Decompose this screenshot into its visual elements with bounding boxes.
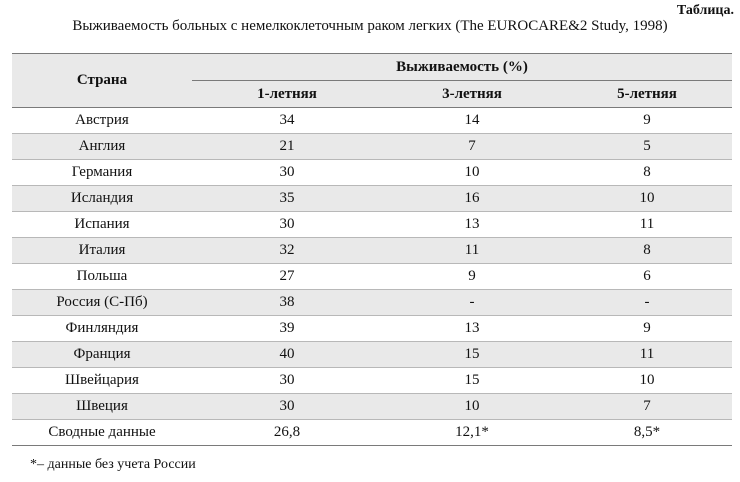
table-row [12, 342, 732, 368]
survival-1-year-cell: 39 [192, 316, 382, 342]
table-row [12, 264, 732, 290]
survival-1-year-cell: 34 [192, 108, 382, 134]
country-cell: Сводные данные [12, 420, 192, 446]
survival-1-year-cell: 30 [192, 368, 382, 394]
country-header: Страна [12, 54, 192, 108]
survival-table [12, 53, 732, 446]
survival-group-header: Выживаемость (%) [192, 54, 732, 81]
country-cell: Польша [12, 264, 192, 290]
survival-5-year-cell: 5 [562, 134, 732, 160]
table-row [12, 420, 732, 446]
col-header-5-year: 5-летняя [562, 81, 732, 108]
survival-3-year-cell: 14 [382, 108, 562, 134]
country-cell: Германия [12, 160, 192, 186]
survival-3-year-cell: 10 [382, 160, 562, 186]
country-cell: Швейцария [12, 368, 192, 394]
table-row [12, 186, 732, 212]
survival-1-year-cell: 26,8 [192, 420, 382, 446]
survival-3-year-cell: 16 [382, 186, 562, 212]
table-row [12, 160, 732, 186]
table-row [12, 394, 732, 420]
survival-3-year-cell: 13 [382, 212, 562, 238]
survival-5-year-cell: 10 [562, 368, 732, 394]
survival-1-year-cell: 27 [192, 264, 382, 290]
country-cell: Исландия [12, 186, 192, 212]
survival-5-year-cell: 9 [562, 316, 732, 342]
survival-5-year-cell: 7 [562, 394, 732, 420]
survival-1-year-cell: 30 [192, 394, 382, 420]
country-cell: Швеция [12, 394, 192, 420]
survival-1-year-cell: 30 [192, 160, 382, 186]
survival-3-year-cell: 12,1* [382, 420, 562, 446]
col-header-3-year: 3-летняя [382, 81, 562, 108]
survival-5-year-cell: 6 [562, 264, 732, 290]
survival-5-year-cell: 8 [562, 160, 732, 186]
survival-3-year-cell: 11 [382, 238, 562, 264]
table-body [12, 108, 732, 446]
table-caption: Выживаемость больных с немелкоклеточным раком легких (The EUROCARE&2 Study, 1998) [72, 18, 668, 34]
table-row [12, 238, 732, 264]
table-row [12, 290, 732, 316]
survival-3-year-cell: 15 [382, 342, 562, 368]
survival-3-year-cell: 13 [382, 316, 562, 342]
survival-1-year-cell: 35 [192, 186, 382, 212]
survival-1-year-cell: 40 [192, 342, 382, 368]
table-tag: Таблица. [676, 3, 734, 18]
survival-5-year-cell: 9 [562, 108, 732, 134]
survival-5-year-cell: 11 [562, 212, 732, 238]
country-cell: Испания [12, 212, 192, 238]
country-cell: Англия [12, 134, 192, 160]
country-cell: Финляндия [12, 316, 192, 342]
survival-1-year-cell: 32 [192, 238, 382, 264]
col-header-1-year: 1-летняя [192, 81, 382, 108]
table-row [12, 108, 732, 134]
footnote: *– данные без учета России [30, 457, 196, 472]
survival-3-year-cell: 7 [382, 134, 562, 160]
country-cell: Австрия [12, 108, 192, 134]
survival-3-year-cell: 15 [382, 368, 562, 394]
table-row [12, 368, 732, 394]
survival-3-year-cell: - [382, 290, 562, 316]
table-row [12, 212, 732, 238]
survival-5-year-cell: 11 [562, 342, 732, 368]
table-row [12, 134, 732, 160]
country-cell: Россия (С-Пб) [12, 290, 192, 316]
survival-5-year-cell: - [562, 290, 732, 316]
survival-3-year-cell: 9 [382, 264, 562, 290]
country-cell: Италия [12, 238, 192, 264]
survival-1-year-cell: 38 [192, 290, 382, 316]
survival-3-year-cell: 10 [382, 394, 562, 420]
country-cell: Франция [12, 342, 192, 368]
survival-5-year-cell: 10 [562, 186, 732, 212]
survival-1-year-cell: 21 [192, 134, 382, 160]
survival-5-year-cell: 8,5* [562, 420, 732, 446]
table-row [12, 316, 732, 342]
survival-1-year-cell: 30 [192, 212, 382, 238]
survival-5-year-cell: 8 [562, 238, 732, 264]
